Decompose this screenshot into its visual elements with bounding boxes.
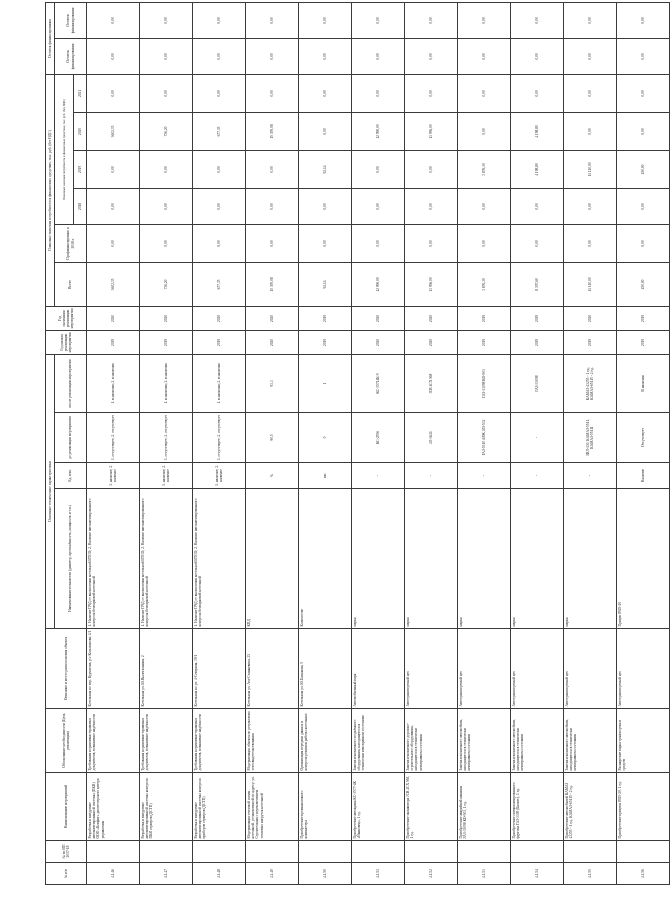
- row-num: 4.1.53: [458, 863, 511, 885]
- row-2020: 15 395,08: [246, 112, 299, 150]
- row-2018: 0,00: [405, 188, 458, 224]
- row-2019: 0,00: [140, 150, 193, 188]
- row-tech-unit: -: [511, 463, 564, 489]
- row-2021: 0,00: [617, 74, 670, 112]
- row-remain-a: 0,00: [246, 38, 299, 74]
- row-spent: 0,00: [193, 224, 246, 262]
- table-row: [246, 2, 299, 884]
- row-spent: 0,00: [87, 224, 140, 262]
- row-name: Приобретение специализированного фургона ГАЗ-3309 (Бизнес), 1 ед.: [511, 773, 564, 841]
- row-before: Отсутствует: [617, 413, 670, 463]
- row-total: 15 395,08: [246, 262, 299, 306]
- row-tech-unit: -: [352, 463, 405, 489]
- row-2021: 0,00: [352, 74, 405, 112]
- row-2020: 677,35: [193, 112, 246, 150]
- row-before: 0: [299, 413, 352, 463]
- row-after: ГАЗ-33098 КО-503: [458, 354, 511, 412]
- row-justify: Требования нормативно-правовых документов, повышение надёжности: [140, 709, 193, 773]
- header-tech-name: Наименование показателя (диаметр, протяжённость, мощность и т.п.): [55, 489, 87, 629]
- row-spent: 0,00: [140, 224, 193, 262]
- row-2019: 4 198,80: [511, 150, 564, 188]
- row-after: 1. в наличии; 2. в наличии: [193, 354, 246, 412]
- row-2021: 0,00: [511, 74, 564, 112]
- row-num: 4.1.56: [617, 863, 670, 885]
- table-row: [299, 2, 352, 884]
- row-num: 4.1.46: [87, 863, 140, 885]
- row-location: Автотранспортный цех: [617, 629, 670, 709]
- row-tech-name: КПД: [246, 489, 299, 629]
- row-2019: 0,00: [246, 150, 299, 188]
- row-2018: 0,00: [246, 188, 299, 224]
- row-spent: 0,00: [564, 224, 617, 262]
- row-before: КС-2556: [352, 413, 405, 463]
- row-2021: 0,00: [87, 74, 140, 112]
- row-justify: Замена изношенного дорожно-строительного оборудования, находящегося в технически неисправном состоянии: [405, 709, 458, 773]
- row-remain-a: 0,00: [511, 38, 564, 74]
- row-tech-name: Прицеп 8925-20: [617, 489, 670, 629]
- row-year-end: 2020: [564, 306, 617, 330]
- row-group: [617, 841, 670, 863]
- header-years: Плановые значения потребности в финансовых средствах, тыс. руб. (без НДС): [55, 74, 74, 224]
- row-remain-a: 0,00: [352, 38, 405, 74]
- header-remain-group: Остаток финансирования: [46, 2, 55, 74]
- row-justify: Организация передачи данных и контроля режимов работы котельных: [299, 709, 352, 773]
- row-after: 1: [299, 354, 352, 412]
- table-row: [87, 2, 140, 884]
- table-row: [352, 2, 405, 884]
- row-tech-unit: 1. наличие; 2. наличие: [140, 463, 193, 489]
- row-total: 736,20: [140, 262, 193, 306]
- row-tech-unit: -: [458, 463, 511, 489]
- row-before: 1. отсутствует; 2. отсутствует: [140, 413, 193, 463]
- row-name: Разработка и внедрение автоматизированной системы (ПКИ) ООО «Конфиг» диспетчерского центра управления: [87, 773, 140, 841]
- row-year-start: 2019: [299, 330, 352, 354]
- row-remain-a: 0,00: [458, 38, 511, 74]
- row-remain-a: 0,00: [617, 38, 670, 74]
- row-spent: 0,00: [617, 224, 670, 262]
- row-2020: 0,00: [617, 112, 670, 150]
- row-before: ГАЗ-5310 АРЖ, ИЗ-532: [458, 413, 511, 463]
- row-year-end: 2019: [458, 306, 511, 330]
- row-before: ЗИЛ-130, КАМАЗ-5511, КАМАЗ-55111: [564, 413, 617, 463]
- row-remain-b: 0,00: [405, 2, 458, 38]
- row-remain-a: 0,00: [299, 38, 352, 74]
- row-remain-b: 0,00: [352, 2, 405, 38]
- row-2021: 0,00: [458, 74, 511, 112]
- header-num: № п/п: [46, 863, 87, 885]
- row-spent: 0,00: [299, 224, 352, 262]
- row-2019: 11 110,00: [564, 150, 617, 188]
- row-after: 93,3: [246, 354, 299, 412]
- row-2018: 0,00: [458, 188, 511, 224]
- row-group: [140, 841, 193, 863]
- table-row: [511, 2, 564, 884]
- row-2020: 3602,35: [87, 112, 140, 150]
- row-remain-b: 0,00: [511, 2, 564, 38]
- row-name: Приобретение прицепа 8925-20, 1 ед.: [617, 773, 670, 841]
- header-justify: Обоснование необходимости (Цель реализации): [46, 709, 87, 773]
- row-remain-a: 0,00: [193, 38, 246, 74]
- row-2021: 0,00: [405, 74, 458, 112]
- header-finance-group: Плановые значения потребности в финансовых средствах, тыс. руб. (без НДС): [46, 74, 55, 306]
- header-total: Всего: [55, 262, 87, 306]
- row-location: Котельная ул. Ю.Вылегжанина, 2: [140, 629, 193, 709]
- row-2020: 736,20: [140, 112, 193, 150]
- row-name: Разработка и внедрение автоматизированной системы контроля ПКИ серверов (ДСТП): [140, 773, 193, 841]
- header-year-start: Год начала реализации мероприятия: [46, 330, 87, 354]
- row-after: 1. в наличии; 2. в наличии: [140, 354, 193, 412]
- row-group: [405, 841, 458, 863]
- row-num: 4.1.51: [352, 863, 405, 885]
- row-year-end: 2020: [352, 306, 405, 330]
- row-after: В наличии: [617, 354, 670, 412]
- row-total: 92,14: [299, 262, 352, 306]
- row-before: 2Л-3621: [405, 413, 458, 463]
- row-spent: 0,00: [352, 224, 405, 262]
- header-tech-unit: Ед. изм.: [55, 463, 87, 489]
- row-group: [352, 841, 405, 863]
- row-justify: Замена изношенного автомобиля, находящегося в технически неисправном состоянии: [564, 709, 617, 773]
- row-group: [193, 841, 246, 863]
- header-remain-b: Остаток финансирования: [55, 2, 87, 38]
- row-year-end: 2020: [140, 306, 193, 330]
- row-total: 3 876,30: [458, 262, 511, 306]
- header-tech-after: после реализации мероприятия: [55, 354, 87, 412]
- row-tech-name: 1. Наличие ПЧД от вычисления котельной ИТСО; 2. Наличие автоматизированного контроля беспарковой котельной: [140, 489, 193, 629]
- row-2020: 12 990,00: [352, 112, 405, 150]
- row-after: JCB 4CX SM: [405, 354, 458, 412]
- row-2018: 0,00: [564, 188, 617, 224]
- row-year-end: 2019: [511, 306, 564, 330]
- row-justify: Замена изношенного подъёмного оборудования, находящегося в технически неисправном состоянии: [352, 709, 405, 773]
- row-location: Автомобильный парк: [352, 629, 405, 709]
- row-2019: 92,14: [299, 150, 352, 188]
- row-location: Котельная по ул. 4-Северная, 39/1: [193, 629, 246, 709]
- row-location: Автотранспортный цех: [564, 629, 617, 709]
- row-year-start: 2019: [193, 330, 246, 354]
- row-total: 12 990,00: [352, 262, 405, 306]
- row-group: [511, 841, 564, 863]
- header-group: № по ИП 2017-18: [46, 841, 87, 863]
- row-spent: 0,00: [511, 224, 564, 262]
- row-tech-unit: %: [246, 463, 299, 489]
- row-year-start: 2019: [458, 330, 511, 354]
- row-year-end: 2020: [405, 306, 458, 330]
- row-spent: 0,00: [405, 224, 458, 262]
- table-row: [617, 2, 670, 884]
- row-remain-b: 0,00: [564, 2, 617, 38]
- row-spent: 0,00: [458, 224, 511, 262]
- row-num: 4.1.50: [299, 863, 352, 885]
- row-group: [87, 841, 140, 863]
- row-tech-unit: 1. наличие; 2. наличие: [87, 463, 140, 489]
- row-2018: 0,00: [617, 188, 670, 224]
- row-total: 8 397,60: [511, 262, 564, 306]
- row-remain-a: 0,00: [140, 38, 193, 74]
- row-group: [246, 841, 299, 863]
- row-before: 1. отсутствует; 2. отсутствует: [193, 413, 246, 463]
- row-year-start: 2020: [352, 330, 405, 354]
- row-year-start: 2019: [617, 330, 670, 354]
- row-before: -: [511, 413, 564, 463]
- row-remain-b: 0,00: [617, 2, 670, 38]
- row-2020: 13 956,00: [405, 112, 458, 150]
- row-year-end: 2019: [617, 306, 670, 330]
- row-num: 4.1.55: [564, 863, 617, 885]
- header-name: Наименование мероприятий: [46, 773, 87, 841]
- row-total: 450,00: [617, 262, 670, 306]
- header-2018: 2018: [74, 188, 87, 224]
- row-2019: 3 876,30: [458, 150, 511, 188]
- header-2021: 2021: [74, 74, 87, 112]
- row-2019: 0,00: [87, 150, 140, 188]
- row-2020: 0,00: [458, 112, 511, 150]
- header-year-end: Год окончания реализации мероприятия: [46, 306, 87, 330]
- row-tech-name: 1. Наличие ПЧД от вычисления котельной ИТСО; 2. Наличие автоматизированного контроля беспарковой котельной: [87, 489, 140, 629]
- row-total: 11 110,00: [564, 262, 617, 306]
- header-tech-group: Основные технические характеристики: [46, 354, 55, 628]
- row-before: 1. отсутствует; 2. отсутствует: [87, 413, 140, 463]
- row-remain-b: 0,00: [246, 2, 299, 38]
- row-num: 4.1.54: [511, 863, 564, 885]
- row-remain-a: 0,00: [564, 38, 617, 74]
- row-tech-unit: -: [405, 463, 458, 489]
- table-row: [564, 2, 617, 884]
- row-justify: Требования нормативно-правовых документов, повышение надёжности: [87, 709, 140, 773]
- row-2019: 450,00: [617, 150, 670, 188]
- row-year-start: 2019: [87, 330, 140, 354]
- row-2018: 0,00: [193, 188, 246, 224]
- row-year-end: 2020: [87, 306, 140, 330]
- row-group: [564, 841, 617, 863]
- row-remain-b: 0,00: [458, 2, 511, 38]
- row-2021: 0,00: [299, 74, 352, 112]
- row-location: Автотранспортный цех: [511, 629, 564, 709]
- row-after: КС-35714К-5: [352, 354, 405, 412]
- row-tech-unit: шт.: [299, 463, 352, 489]
- table-row: [458, 2, 511, 884]
- row-2021: 0,00: [564, 74, 617, 112]
- row-tech-name: марка: [511, 489, 564, 629]
- row-name: Разработка и внедрение автоматизированной системы контроля приборов серверов (ДСТП): [193, 773, 246, 841]
- row-2019: 0,00: [193, 150, 246, 188]
- row-2018: 0,00: [87, 188, 140, 224]
- row-2020: 0,00: [299, 112, 352, 150]
- row-remain-b: 0,00: [193, 2, 246, 38]
- row-num: 4.1.48: [193, 863, 246, 885]
- row-remain-b: 0,00: [140, 2, 193, 38]
- row-tech-unit: Наличие: [617, 463, 670, 489]
- row-tech-name: марка: [564, 489, 617, 629]
- header-2020: 2020: [74, 112, 87, 150]
- row-2019: 0,00: [352, 150, 405, 188]
- row-2021: 0,00: [140, 74, 193, 112]
- header-spent: Профинансировано к 2018 г.: [55, 224, 87, 262]
- row-tech-name: марка: [405, 489, 458, 629]
- row-group: [299, 841, 352, 863]
- row-location: Котельная ул. Ю.Балыкова, 5: [299, 629, 352, 709]
- row-before: 90,5: [246, 413, 299, 463]
- row-name: Приобретение автомобилей КАМАЗ 43255 - 1 ед., КАМАЗ-65115 - 2 ед.: [564, 773, 617, 841]
- row-tech-name: марка: [458, 489, 511, 629]
- row-2020: 0,00: [564, 112, 617, 150]
- row-justify: Замена изношенного автомобиля, находящегося в технически неисправном состоянии: [511, 709, 564, 773]
- header-location: Описание и место расположения объекта: [46, 629, 87, 709]
- row-justify: Модернизация объекта по результатам техосвидетельствования: [246, 709, 299, 773]
- row-total: 3602,35: [87, 262, 140, 306]
- row-group: [458, 841, 511, 863]
- row-tech-unit: 1. наличие; 2. наличие: [193, 463, 246, 489]
- row-location: Котельная по пер. Курчатова, р/с Колыханова, 4/1: [87, 629, 140, 709]
- row-justify: Замена изношенного автомобиля, находящегося в технически неисправном состоянии: [458, 709, 511, 773]
- row-num: 4.1.52: [405, 863, 458, 885]
- row-name: Приобретение аварийной машины ГАЗ-33098 КО-503, 1 ед.: [458, 773, 511, 841]
- header-tech-before: до реализации мероприятия: [55, 413, 87, 463]
- table-row: [140, 2, 193, 884]
- row-remain-a: 0,00: [405, 38, 458, 74]
- table-row: [193, 2, 246, 884]
- row-tech-unit: -: [564, 463, 617, 489]
- row-2018: 0,00: [140, 188, 193, 224]
- row-2018: 0,00: [352, 188, 405, 224]
- row-remain-b: 0,00: [87, 2, 140, 38]
- row-name: Приобретение автокрана КС-3577-4К «Ивановец», 1 ед.: [352, 773, 405, 841]
- row-after: КАМАЗ-43255 - 1 ед., КАМАЗ-65115 - 2 ед.: [564, 354, 617, 412]
- row-justify: Требования нормативно-правовых документов, повышение надёжности: [193, 709, 246, 773]
- row-name: Приобретение экскаватора JCB 4CX SM, 1 ед.: [405, 773, 458, 841]
- row-year-start: 2019: [140, 330, 193, 354]
- row-year-end: 2019: [299, 306, 352, 330]
- row-num: 4.1.49: [246, 863, 299, 885]
- header-2019: 2019: [74, 150, 87, 188]
- row-2020: 4 198,80: [511, 112, 564, 150]
- row-after: 1. в наличии; 2. в наличии: [87, 354, 140, 412]
- row-year-start: 2020: [405, 330, 458, 354]
- row-tech-name: 1. Наличие ПЧД от вычисления котельной ИТСО; 2. Наличие автоматизированного контроля беспарковой котельной: [193, 489, 246, 629]
- row-location: Котельная ул. Ата-Сташкевича, 23: [246, 629, 299, 709]
- row-name: Приобретение промышленного компьютера: [299, 773, 352, 841]
- row-num: 4.1.47: [140, 863, 193, 885]
- row-year-end: 2020: [246, 306, 299, 330]
- row-2021: 0,00: [193, 74, 246, 112]
- row-location: Автотранспортный цех: [458, 629, 511, 709]
- row-remain-a: 0,00: [87, 38, 140, 74]
- investment-program-table: [45, 2, 670, 885]
- row-total: 13 956,00: [405, 262, 458, 306]
- row-year-start: 2019: [511, 330, 564, 354]
- row-spent: 0,00: [246, 224, 299, 262]
- row-location: Автотранспортный цех: [405, 629, 458, 709]
- row-remain-b: 0,00: [299, 2, 352, 38]
- row-year-start: 2019: [564, 330, 617, 354]
- row-tech-name: марка: [352, 489, 405, 629]
- row-total: 677,35: [193, 262, 246, 306]
- table-row: [405, 2, 458, 884]
- row-2018: 0,00: [511, 188, 564, 224]
- row-year-end: 2020: [193, 306, 246, 330]
- row-2021: 0,00: [246, 74, 299, 112]
- row-name: Модернизация тепловой схемы котельной, установленной по адресу: ул. Строительная с переключением тепловых нагрузок котельной: [246, 773, 299, 841]
- header-remain-a: Остаток финансирования: [55, 38, 87, 74]
- row-tech-name: Количество: [299, 489, 352, 629]
- rotated-document-sheet: [45, 7, 645, 885]
- row-justify: Расширение парка транспортных средств: [617, 709, 670, 773]
- row-2018: 0,00: [299, 188, 352, 224]
- row-2019: 0,00: [405, 150, 458, 188]
- row-after: ГАЗ-33098: [511, 354, 564, 412]
- row-year-start: 2020: [246, 330, 299, 354]
